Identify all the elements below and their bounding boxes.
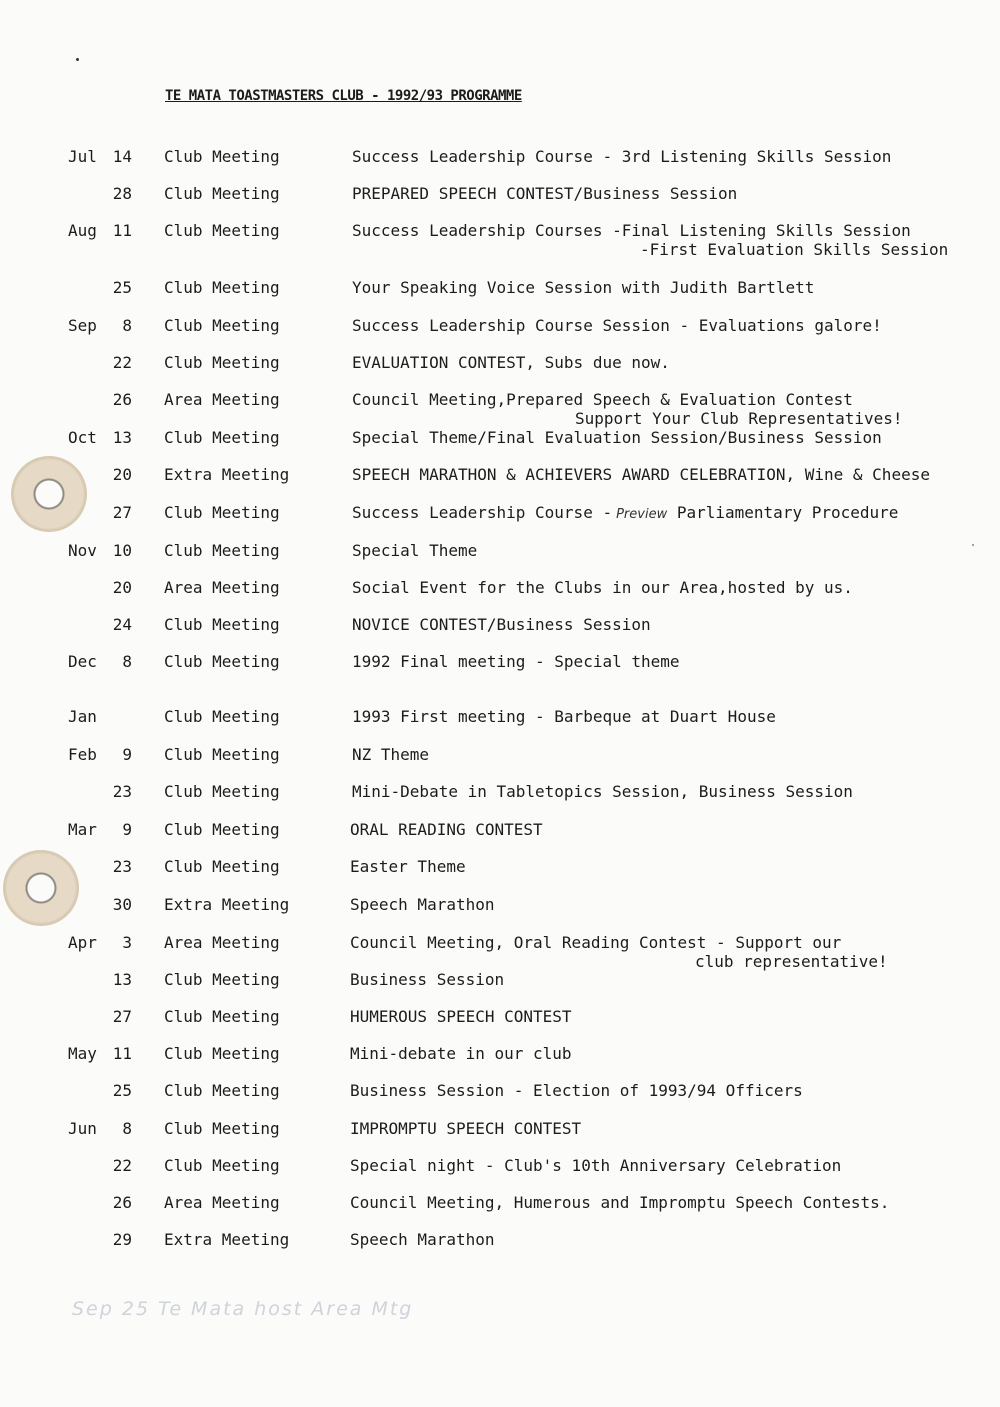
row-description — [352, 503, 898, 522]
handwritten-annotation: Preview — [616, 507, 668, 522]
row-description: Special Theme/Final Evaluation Session/Business Session — [352, 428, 882, 447]
schedule-row — [0, 353, 1000, 373]
row-day: 9 — [122, 745, 132, 764]
row-description-continued: club representative! — [695, 952, 888, 971]
row-day: 27 — [112, 1007, 132, 1026]
schedule-row — [0, 390, 1000, 428]
row-day: 26 — [112, 1193, 132, 1212]
row-description: Business Session — [350, 970, 505, 989]
row-description: Mini-Debate in Tabletopics Session, Business Session — [352, 782, 853, 801]
row-description: Special night - Club's 10th Anniversary Celebration — [350, 1156, 842, 1175]
schedule-row — [0, 1156, 1000, 1176]
row-day: 13 — [112, 428, 132, 447]
row-meeting-type: Club Meeting — [164, 278, 280, 297]
row-month: Feb — [68, 745, 97, 764]
row-meeting-type: Club Meeting — [164, 970, 280, 989]
schedule-row — [0, 1007, 1000, 1027]
schedule-row — [0, 184, 1000, 204]
schedule-row — [0, 933, 1000, 971]
row-description: NOVICE CONTEST/Business Session — [352, 615, 651, 634]
row-description: PREPARED SPEECH CONTEST/Business Session — [352, 184, 738, 203]
row-description: IMPROMPTU SPEECH CONTEST — [350, 1119, 582, 1138]
schedule-row — [0, 652, 1000, 672]
schedule-row — [0, 541, 1000, 561]
row-description-continued: Support Your Club Representatives! — [575, 409, 903, 428]
row-meeting-type: Club Meeting — [164, 1156, 280, 1175]
row-day: 28 — [112, 184, 132, 203]
schedule-row — [0, 857, 1000, 877]
row-meeting-type: Club Meeting — [164, 353, 280, 372]
row-description: EVALUATION CONTEST, Subs due now. — [352, 353, 670, 372]
row-meeting-type: Extra Meeting — [164, 895, 290, 914]
row-description: Your Speaking Voice Session with Judith Bartlett — [352, 278, 815, 297]
row-day: 27 — [112, 503, 132, 522]
row-meeting-type: Club Meeting — [164, 316, 280, 335]
row-meeting-type: Club Meeting — [164, 147, 280, 166]
schedule-row — [0, 1230, 1000, 1250]
row-description: Council Meeting, Oral Reading Contest - Support our — [350, 933, 842, 952]
row-month: Mar — [68, 820, 97, 839]
row-description-continued: -First Evaluation Skills Session — [640, 240, 949, 259]
row-description: 1993 First meeting - Barbeque at Duart House — [352, 707, 776, 726]
row-meeting-type: Club Meeting — [164, 1044, 280, 1063]
schedule-row — [0, 1193, 1000, 1213]
row-meeting-type: Club Meeting — [164, 1081, 280, 1100]
row-meeting-type: Club Meeting — [164, 615, 280, 634]
schedule-row — [0, 895, 1000, 915]
row-description: ORAL READING CONTEST — [350, 820, 543, 839]
row-day: 14 — [112, 147, 132, 166]
schedule-row — [0, 578, 1000, 598]
schedule-row — [0, 465, 1000, 485]
row-meeting-type: Club Meeting — [164, 503, 280, 522]
row-month: Sep — [68, 316, 97, 335]
row-month: Apr — [68, 933, 97, 952]
row-day: 30 — [112, 895, 132, 914]
schedule-row — [0, 316, 1000, 336]
paper-speck — [76, 58, 79, 61]
schedule-row — [0, 615, 1000, 635]
row-day: 22 — [112, 1156, 132, 1175]
row-description: Speech Marathon — [350, 895, 495, 914]
row-meeting-type: Club Meeting — [164, 184, 280, 203]
row-day: 25 — [112, 278, 132, 297]
row-month: Aug — [68, 221, 97, 240]
row-meeting-type: Club Meeting — [164, 745, 280, 764]
row-description: NZ Theme — [352, 745, 430, 764]
row-month: Jun — [68, 1119, 97, 1138]
row-meeting-type: Extra Meeting — [164, 465, 290, 484]
row-description-typed: Success Leadership Course - — [352, 503, 613, 522]
row-description: Success Leadership Course - 3rd Listening Skills Session — [352, 147, 892, 166]
row-month: May — [68, 1044, 97, 1063]
row-description: Social Event for the Clubs in our Area,hosted by us. — [352, 578, 853, 597]
row-day: 8 — [122, 1119, 132, 1138]
row-description: HUMEROUS SPEECH CONTEST — [350, 1007, 572, 1026]
row-day: 20 — [112, 465, 132, 484]
row-meeting-type: Area Meeting — [164, 578, 280, 597]
row-meeting-type: Club Meeting — [164, 857, 280, 876]
schedule-row — [0, 1119, 1000, 1139]
row-day: 9 — [122, 820, 132, 839]
row-day: 25 — [112, 1081, 132, 1100]
row-meeting-type: Club Meeting — [164, 221, 280, 240]
row-meeting-type: Club Meeting — [164, 707, 280, 726]
row-description-typed-rest: Parliamentary Procedure — [667, 503, 899, 522]
row-day: 24 — [112, 615, 132, 634]
row-description: Special Theme — [352, 541, 478, 560]
row-description: 1992 Final meeting - Special theme — [352, 652, 680, 671]
row-description: Success Leadership Course Session - Evaluations galore! — [352, 316, 882, 335]
row-meeting-type: Club Meeting — [164, 820, 280, 839]
row-day: 20 — [112, 578, 132, 597]
row-day: 8 — [122, 316, 132, 335]
row-description: Council Meeting,Prepared Speech & Evaluation Contest — [352, 390, 853, 409]
row-month: Dec — [68, 652, 97, 671]
row-meeting-type: Area Meeting — [164, 390, 280, 409]
row-day: 23 — [112, 857, 132, 876]
row-description: Easter Theme — [350, 857, 466, 876]
schedule-row — [0, 221, 1000, 259]
row-day: 23 — [112, 782, 132, 801]
schedule-row — [0, 707, 1000, 727]
row-day: 10 — [112, 541, 132, 560]
row-description: Business Session - Election of 1993/94 Officers — [350, 1081, 803, 1100]
row-day: 26 — [112, 390, 132, 409]
row-day: 22 — [112, 353, 132, 372]
row-meeting-type: Club Meeting — [164, 541, 280, 560]
page-title: TE MATA TOASTMASTERS CLUB - 1992/93 PROGRAMME — [165, 88, 522, 104]
row-description: SPEECH MARATHON & ACHIEVERS AWARD CELEBRATION, Wine & Cheese — [352, 465, 930, 484]
row-meeting-type: Club Meeting — [164, 428, 280, 447]
row-meeting-type: Area Meeting — [164, 933, 280, 952]
row-day: 13 — [112, 970, 132, 989]
row-meeting-type: Area Meeting — [164, 1193, 280, 1212]
row-day: 8 — [122, 652, 132, 671]
row-month: Jan — [68, 707, 97, 726]
row-meeting-type: Club Meeting — [164, 652, 280, 671]
schedule-row — [0, 1081, 1000, 1101]
row-description: Speech Marathon — [350, 1230, 495, 1249]
row-description: Mini-debate in our club — [350, 1044, 572, 1063]
schedule-row — [0, 503, 1000, 523]
row-month: Jul — [68, 147, 97, 166]
row-day: 11 — [112, 221, 132, 240]
hole-reinforcer-icon — [3, 850, 79, 926]
schedule-row — [0, 782, 1000, 802]
schedule-row — [0, 147, 1000, 167]
row-day: 29 — [112, 1230, 132, 1249]
hole-reinforcer-icon — [11, 456, 87, 532]
row-description: Success Leadership Courses -Final Listening Skills Session — [352, 221, 911, 240]
row-day: 11 — [112, 1044, 132, 1063]
row-meeting-type: Club Meeting — [164, 1007, 280, 1026]
row-month: Oct — [68, 428, 97, 447]
handwritten-note: Sep 25 Te Mata host Area Mtg — [72, 1298, 414, 1320]
row-month: Nov — [68, 541, 97, 560]
row-description: Council Meeting, Humerous and Impromptu Speech Contests. — [350, 1193, 890, 1212]
schedule-row — [0, 970, 1000, 990]
schedule-row — [0, 428, 1000, 448]
schedule-row — [0, 745, 1000, 765]
schedule-row — [0, 1044, 1000, 1064]
paper-speck — [972, 544, 974, 546]
row-meeting-type: Club Meeting — [164, 1119, 280, 1138]
schedule-row — [0, 820, 1000, 840]
row-day: 3 — [122, 933, 132, 952]
row-meeting-type: Extra Meeting — [164, 1230, 290, 1249]
schedule-row — [0, 278, 1000, 298]
row-meeting-type: Club Meeting — [164, 782, 280, 801]
